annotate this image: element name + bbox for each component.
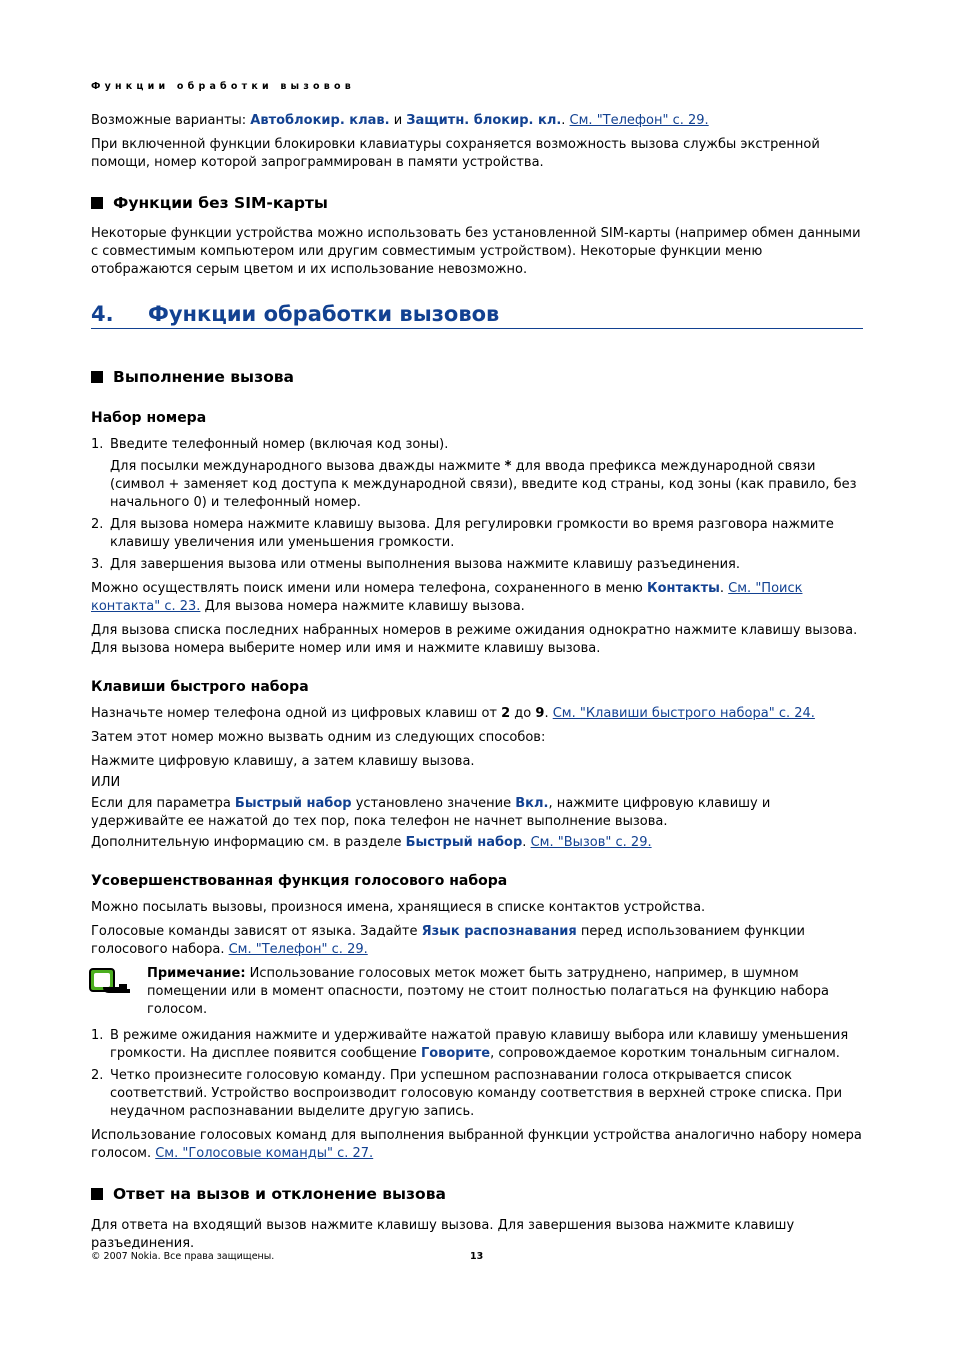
subheading-dialing: Набор номера [91,410,207,426]
value-on: Вкл. [515,796,549,811]
chapter-number: 4. [91,302,114,326]
redial-paragraph: Для вызова списка последних набранных номеров в режиме ожидания однократно нажмите клавишу вызова. Для вызова номера выберите номер или имя и нажмите клавишу вызова. [91,623,858,656]
setting-speed-dial: Быстрый набор [234,796,352,811]
page-content [91,112,863,1259]
search-paragraph: Можно осуществлять поиск имени или номера телефона, сохраненного в меню Контакты. См. "Поиск контакта" с. 23. Для вызова номера нажмите клавишу вызова. [91,581,803,614]
list-item: 1. Введите телефонный номер (включая код зоны). Для посылки международного вызова дважды нажмите * для ввода префикса международной связи (символ + заменяет код доступа к международной связи), введите код страны, код зоны (как правило, без начального 0) и телефонный номер. [91,437,857,510]
section-speed-dial: Быстрый набор [405,835,523,850]
chapter-title [91,302,863,329]
ref-call-link[interactable]: См. "Вызов" с. 29. [530,835,652,850]
subheading-speed-dial: Клавиши быстрого набора [91,679,309,695]
ref-voice-commands-link[interactable]: См. "Голосовые команды" с. 27. [155,1146,374,1161]
voice-paragraph-1: Можно посылать вызовы, произнося имена, хранящиеся в списке контактов устройства. [91,900,706,915]
page-footer [91,1251,863,1262]
speed-paragraph-4: Если для параметра Быстрый набор установлено значение Вкл., нажмите цифровую клавишу и удерживайте ее нажатой до тех пор, пока телефон не начнет выполнение вызова. [91,796,771,829]
list-item: 2. Для вызова номера нажмите клавишу вызова. Для регулировки громкости во время разговора нажмите клавишу увеличения или уменьшения громкости. [91,517,834,550]
option-security-lock: Защитн. блокир. кл. [406,113,562,128]
section-heading-no-sim: Функции без SIM-карты [91,194,863,212]
answer-paragraph: Для ответа на входящий вызов нажмите клавишу вызова. Для завершения вызова нажмите клавишу разъединения. [91,1218,795,1251]
copyright: © 2007 Nokia. Все права защищены. [91,1251,275,1262]
list-item: 3. Для завершения вызова или отмены выполнения вызова нажмите клавишу разъединения. [91,557,741,572]
page-number: 13 [470,1251,484,1262]
chapter-title-text: Функции обработки вызовов [148,302,500,326]
note-text: Примечание: Использование голосовых меток может быть затруднено, например, в шумном помещении или в момент опасности, поэтому не стоит полностью полагаться на функцию набора голосом. [147,966,829,1017]
ref-search-contact-link[interactable]: См. "Поиск контакта" с. 23. [91,581,803,614]
list-item: 2. Четко произнесите голосовую команду. При успешном распознавании голоса открывается список соответствий. Устройство воспроизводит голосовую команду соответствия в верхней строке списка. При неудачном распознавании выделите другую запись. [91,1068,843,1119]
speed-paragraph-3: Нажмите цифровую клавишу, а затем клавишу вызова. [91,754,475,769]
section-bullet-icon [91,197,103,209]
setting-recognition-language: Язык распознавания [421,924,577,939]
section-heading-answer: Ответ на вызов и отклонение вызова [91,1185,863,1203]
subheading-voice-dial: Усовершенствованная функция голосового набора [91,873,508,889]
message-speak: Говорите [420,1046,491,1061]
speed-paragraph-or: ИЛИ [91,775,121,790]
voice-paragraph-3: Использование голосовых команд для выполнения выбранной функции устройства аналогично набору номера голосом. См. "Голосовые команды" с. 27. [91,1128,862,1161]
section-bullet-icon [91,371,103,383]
menu-contacts: Контакты [646,581,720,596]
ref-speed-dial-link[interactable]: См. "Клавиши быстрого набора" с. 24. [552,706,815,721]
section-bullet-icon [91,1188,103,1200]
running-header: Функции обработки вызовов [91,81,355,92]
list-item: 1. В режиме ожидания нажмите и удерживайте нажатой правую клавишу выбора или клавишу уменьшения громкости. На дисплее появится сообщение Говорите, сопровождаемое коротким тональным сигналом. [91,1028,849,1061]
note-hand-icon [89,967,131,997]
no-sim-paragraph: Некоторые функции устройства можно использовать без установленной SIM-карты (например обмен данными с совместимым компьютером или другим совместимым устройством). Некоторые функции меню отображаются серым цветом и их использование невозможно. [91,226,861,277]
note-box [91,965,863,1019]
voice-paragraph-2: Голосовые команды зависят от языка. Задайте Язык распознавания перед использованием функции голосового набора. См. "Телефон" с. 29. [91,924,806,957]
speed-paragraph-5: Дополнительную информацию см. в разделе Быстрый набор. См. "Вызов" с. 29. [91,835,652,850]
voice-steps-list [91,1027,863,1121]
dial-steps-list [91,436,863,574]
speed-paragraph-1: Назначьте номер телефона одной из цифровых клавиш от 2 до 9. См. "Клавиши быстрого набора" с. 24. [91,706,815,721]
speed-paragraph-2: Затем этот номер можно вызвать одним из следующих способов: [91,730,546,745]
section-heading-making-call: Выполнение вызова [91,368,863,386]
ref-phone-link[interactable]: См. "Телефон" с. 29. [569,113,709,128]
options-paragraph: Возможные варианты: Автоблокир. клав. и Защитн. блокир. кл.. См. "Телефон" с. 29. [91,113,709,128]
lock-paragraph: При включенной функции блокировки клавиатуры сохраняется возможность вызова службы экстренной помощи, номер которой запрограммирован в памяти устройства. [91,137,820,170]
option-autolock: Автоблокир. клав. [250,113,390,128]
ref-phone-link-2[interactable]: См. "Телефон" с. 29. [228,942,368,957]
